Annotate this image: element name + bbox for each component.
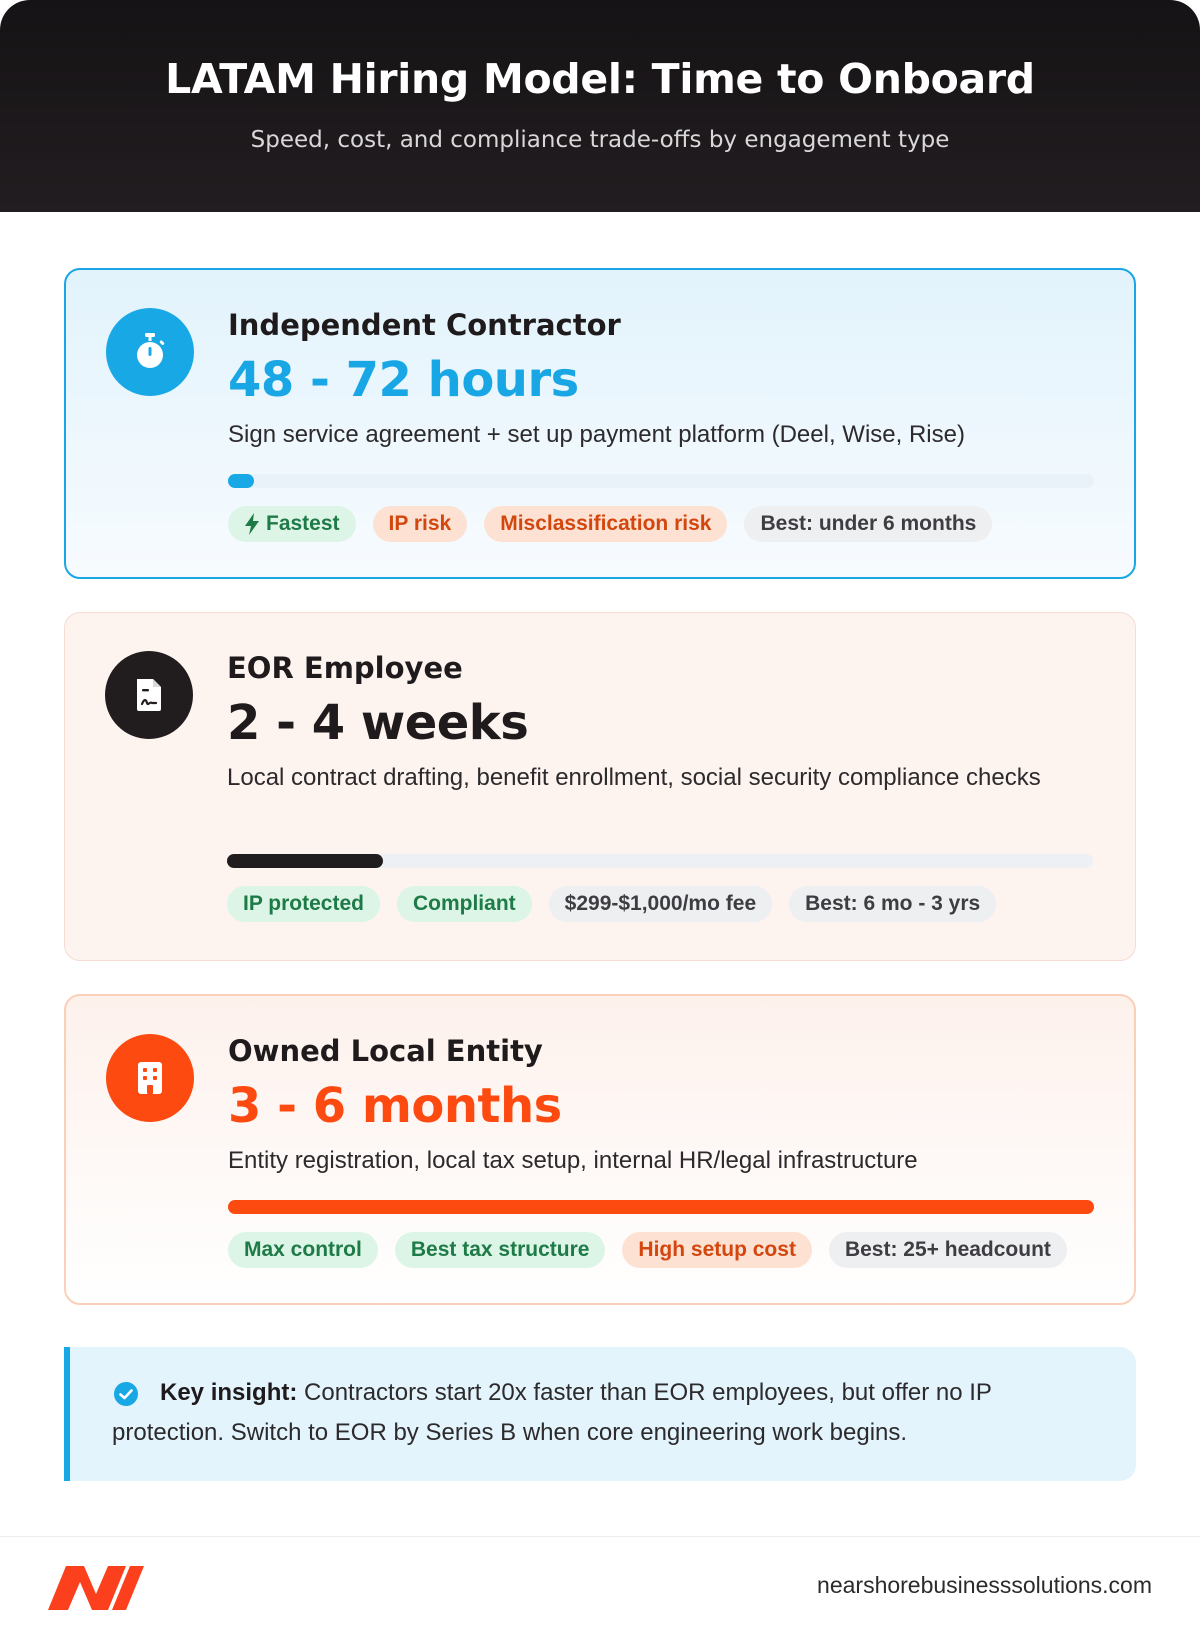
card-time: 48 - 72 hours	[228, 352, 579, 408]
insight-lead: Key insight:	[160, 1379, 298, 1406]
card-title: Independent Contractor	[228, 308, 621, 342]
tag: Best: under 6 months	[744, 506, 992, 542]
insight-body: Contractors start 20x faster than EOR employees, but offer no IP protection. Switch to EOR by Series B when core engineering work begins.	[112, 1379, 992, 1446]
page-subtitle: Speed, cost, and compliance trade-offs by engagement type	[250, 127, 950, 153]
tag: High setup cost	[622, 1232, 812, 1268]
card-independent-contractor	[64, 268, 1136, 579]
insight-text	[112, 1373, 1072, 1453]
tag-label: Fastest	[266, 512, 340, 535]
card-eor-employee	[64, 612, 1136, 961]
tag: Max control	[228, 1232, 378, 1268]
card-description: Sign service agreement + set up payment platform (Deel, Wise, Rise)	[228, 421, 965, 448]
header	[0, 0, 1200, 212]
progress-bar	[227, 854, 1093, 868]
tag: Best: 6 mo - 3 yrs	[789, 886, 996, 922]
card-title: Owned Local Entity	[228, 1034, 543, 1068]
tag: Best: 25+ headcount	[829, 1232, 1067, 1268]
tag: IP protected	[227, 886, 380, 922]
tag-list	[227, 886, 996, 922]
card-description: Local contract drafting, benefit enrollment, social security compliance checks	[227, 764, 1041, 791]
tag: Misclassification risk	[484, 506, 727, 542]
tag-list	[228, 1232, 1067, 1268]
document-signature-icon	[105, 651, 193, 739]
progress-bar	[228, 474, 1094, 488]
tag: Compliant	[397, 886, 532, 922]
stopwatch-icon	[106, 308, 194, 396]
card-title: EOR Employee	[227, 651, 463, 685]
tag: IP risk	[373, 506, 468, 542]
bolt-icon	[244, 513, 260, 535]
card-time: 2 - 4 weeks	[227, 695, 529, 751]
progress-fill	[228, 1200, 1094, 1214]
card-description: Entity registration, local tax setup, internal HR/legal infrastructure	[228, 1147, 918, 1174]
tag: $299-$1,000/mo fee	[549, 886, 772, 922]
progress-bar	[228, 1200, 1094, 1214]
building-icon	[106, 1034, 194, 1122]
card-owned-local-entity	[64, 994, 1136, 1305]
card-time: 3 - 6 months	[228, 1078, 562, 1134]
tag: Best tax structure	[395, 1232, 606, 1268]
footer-divider	[0, 1536, 1200, 1537]
tag	[228, 506, 356, 542]
tag-list	[228, 506, 992, 542]
page-title: LATAM Hiring Model: Time to Onboard	[165, 55, 1035, 103]
website-link[interactable]: nearshorebusinesssolutions.com	[817, 1572, 1152, 1598]
key-insight-callout	[64, 1347, 1136, 1481]
progress-fill	[227, 854, 383, 868]
progress-fill	[228, 474, 254, 488]
nearshore-logo	[46, 1560, 146, 1612]
